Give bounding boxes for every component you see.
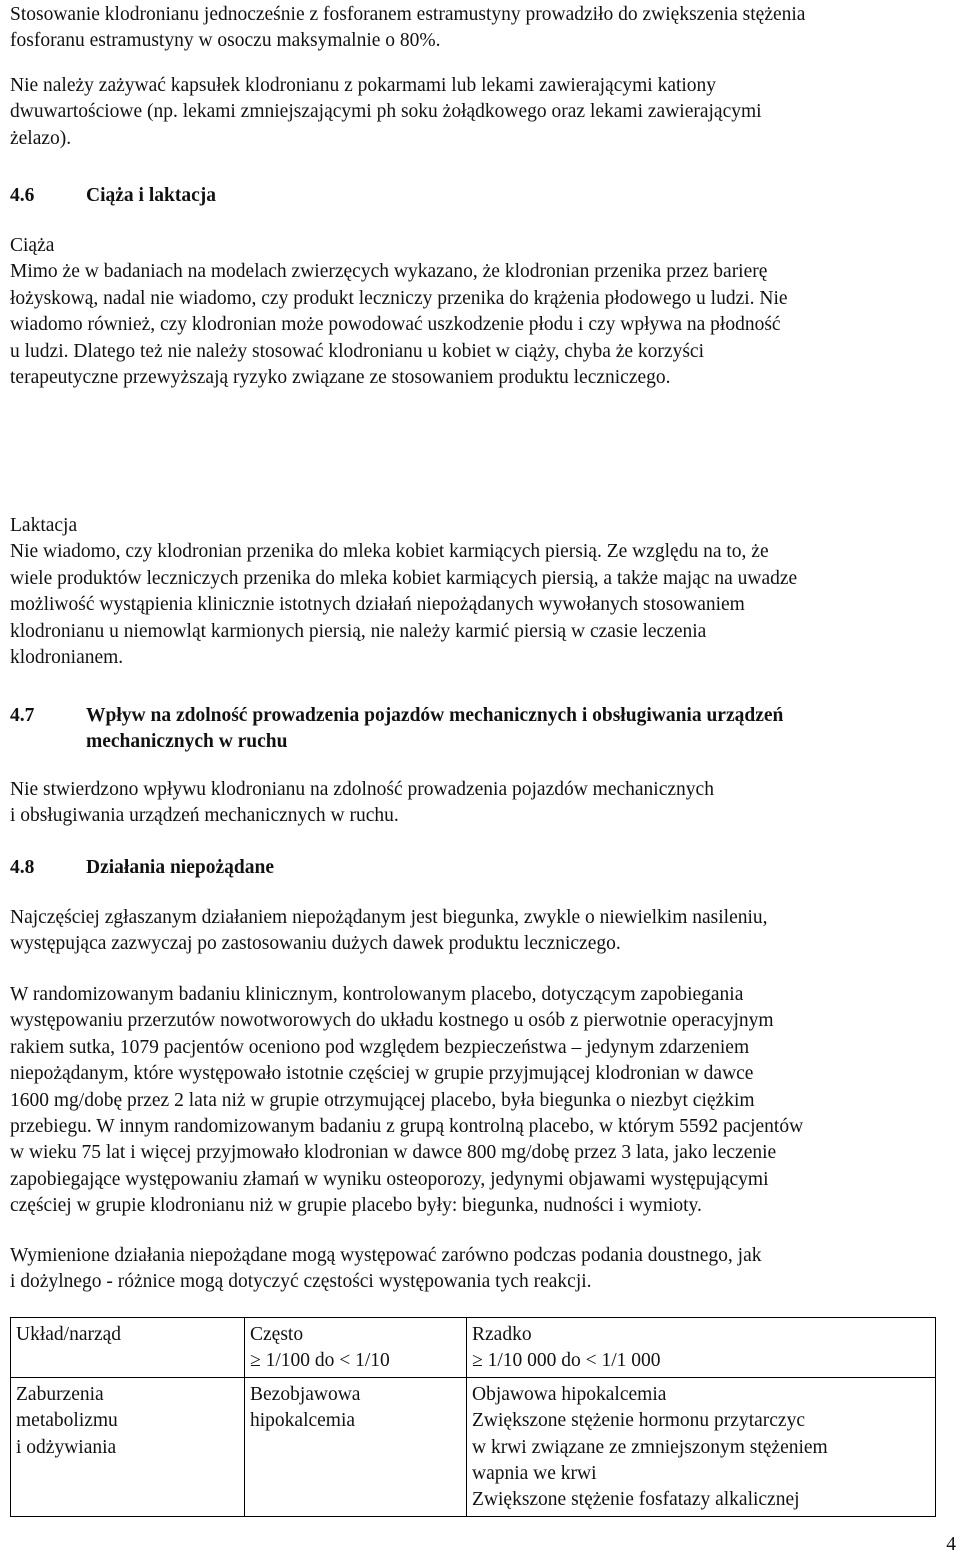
cell-text: w krwi związane ze zmniejszonym stężeniem	[472, 1436, 828, 1458]
text-line: W randomizowanym badaniu klinicznym, kontrolowanym placebo, dotyczącym zapobiegania	[10, 984, 744, 1005]
cell-text: Układ/narząd	[16, 1324, 122, 1345]
pregnancy-block	[10, 233, 788, 391]
text-line: występująca zazwyczaj po zastosowaniu dużych dawek produktu leczniczego.	[10, 933, 621, 955]
text-line: występowaniu przerzutów nowotworowych do układu kostnego u osób z pierwotnie operacyjnym	[10, 1010, 774, 1032]
subheading-lactation: Laktacja	[10, 515, 78, 536]
text-line: łożyskową, nadal nie wiadomo, czy produkt leczniczy przenika do krążenia płodowego u ludzi. Nie	[10, 287, 788, 309]
adverse-paragraph-2	[10, 982, 803, 1220]
cell-text: metabolizmu	[16, 1410, 118, 1432]
text-line: częściej w grupie klodronianu niż w grupie placebo były: biegunka, nudności i wymioty.	[10, 1195, 702, 1217]
text-line: przebiegu. W innym randomizowanym badaniu z grupą kontrolną placebo, w którym 5592 pacjentów	[10, 1116, 804, 1138]
cell-text: Zwiększone stężenie fosfatazy alkalicznej	[472, 1489, 800, 1511]
text-line: Najczęściej zgłaszanym działaniem niepożądanym jest biegunka, zwykle o niewielkim nasileniu,	[10, 907, 768, 928]
section-title: Działania niepożądane	[86, 857, 274, 878]
text-line: Nie należy zażywać kapsułek klodronianu z pokarmami lub lekami zawierającymi kationy	[10, 75, 717, 96]
cell-text: Zaburzenia	[16, 1383, 104, 1405]
section-number: 4.6	[10, 185, 35, 206]
text-line: Mimo że w badaniach na modelach zwierzęcych wykazano, że klodronian przenika przez barierę	[10, 261, 768, 283]
text-line: wiadomo również, czy klodronian może powodować uszkodzenie płodu i czy wpływa na płodność	[10, 314, 781, 336]
cell-text: wapnia we krwi	[472, 1463, 597, 1485]
cell-text: Rzadko	[472, 1324, 532, 1345]
table-header-row	[11, 1318, 936, 1378]
text-line: niepożądanym, które występowało istotnie częściej w grupie przyjmującej klodronian w dawce	[10, 1063, 754, 1085]
section-heading-4-6	[10, 183, 945, 209]
text-line: fosforanu estramustyny w osoczu maksymalnie o 80%.	[10, 30, 441, 52]
adverse-paragraph-3	[10, 1243, 761, 1296]
adverse-reactions-table	[10, 1317, 936, 1517]
interaction-paragraph-2	[10, 73, 762, 152]
header-cell-common	[245, 1318, 467, 1378]
section-title: Ciąża i laktacja	[86, 185, 216, 206]
page-number: 4	[946, 1534, 956, 1555]
text-line: Wymienione działania niepożądane mogą występować zarówno podczas podania doustnego, jak	[10, 1245, 762, 1266]
text-line: u ludzi. Dlatego też nie należy stosować klodronianu u kobiet w ciąży, chyba że korzyści	[10, 340, 704, 362]
cell-text: Bezobjawowa	[250, 1383, 361, 1405]
text-line: żelazo).	[10, 127, 72, 149]
section-title-line: Wpływ na zdolność prowadzenia pojazdów mechanicznych i obsługiwania urządzeń	[86, 705, 784, 726]
table-row	[11, 1377, 936, 1516]
text-line: 1600 mg/dobę przez 2 lata niż w grupie otrzymującej placebo, była biegunka o niezbyt ciężkim	[10, 1089, 755, 1111]
section-heading-4-8	[10, 855, 945, 881]
text-line: i obsługiwania urządzeń mechanicznych w ruchu.	[10, 805, 399, 827]
text-line: wiele produktów leczniczych przenika do mleka kobiet karmiących piersią, a także mając na uwadze	[10, 567, 798, 589]
section-title	[86, 703, 945, 756]
text-line: klodronianu u niemowląt karmionych piersią, nie należy karmić piersią w czasie leczenia	[10, 620, 707, 642]
header-cell-rare	[467, 1318, 936, 1378]
cell-text: Objawowa hipokalcemia	[472, 1383, 667, 1405]
section-number: 4.8	[10, 857, 35, 878]
cell-text: Zwiększone stężenie hormonu przytarczyc	[472, 1410, 805, 1432]
driving-paragraph	[10, 777, 714, 830]
lactation-block	[10, 513, 797, 671]
cell-text: ≥ 1/10 000 do < 1/1 000	[472, 1350, 661, 1372]
text-line: zapobiegające występowaniu złamań w wyniku osteoporozy, jedynymi objawami występującymi	[10, 1168, 769, 1190]
text-line: dwuwartościowe (np. lekami zmniejszającymi ph soku żołądkowego oraz lekami zawierającymi	[10, 101, 762, 123]
text-line: Nie stwierdzono wpływu klodronianu na zdolność prowadzenia pojazdów mechanicznych	[10, 779, 714, 800]
table-cell	[245, 1377, 467, 1516]
section-title-line: mechanicznych w ruchu	[86, 731, 288, 753]
section-heading-4-7	[10, 703, 945, 756]
interaction-paragraph-1	[10, 2, 805, 55]
text-line: rakiem sutka, 1079 pacjentów oceniono pod względem bezpieczeństwa – jedynym zdarzeniem	[10, 1036, 750, 1058]
table-cell	[11, 1377, 245, 1516]
cell-text: i odżywiania	[16, 1436, 117, 1458]
text-line: możliwość wystąpienia klinicznie istotnych działań niepożądanych wywołanych stosowaniem	[10, 594, 745, 616]
cell-text: Często	[250, 1324, 304, 1345]
adverse-paragraph-1	[10, 905, 768, 958]
section-number: 4.7	[10, 705, 35, 726]
table-cell	[467, 1377, 936, 1516]
text-line: klodronianem.	[10, 647, 124, 669]
header-cell-organ	[11, 1318, 245, 1378]
text-line: Stosowanie klodronianu jednocześnie z fosforanem estramustyny prowadziło do zwiększenia stężenia	[10, 4, 806, 25]
cell-text: hipokalcemia	[250, 1410, 356, 1432]
text-line: Nie wiadomo, czy klodronian przenika do mleka kobiet karmiących piersią. Ze względu na to, że	[10, 541, 769, 563]
subheading-pregnancy: Ciąża	[10, 235, 55, 256]
cell-text: ≥ 1/100 do < 1/10	[250, 1350, 390, 1372]
text-line: i dożylnego - różnice mogą dotyczyć częstości występowania tych reakcji.	[10, 1271, 592, 1293]
text-line: w wieku 75 lat i więcej przyjmowało klodronian w dawce 800 mg/dobę przez 3 lata, jako leczenie	[10, 1142, 777, 1164]
text-line: terapeutyczne przewyższają ryzyko związane ze stosowaniem produktu leczniczego.	[10, 367, 671, 389]
